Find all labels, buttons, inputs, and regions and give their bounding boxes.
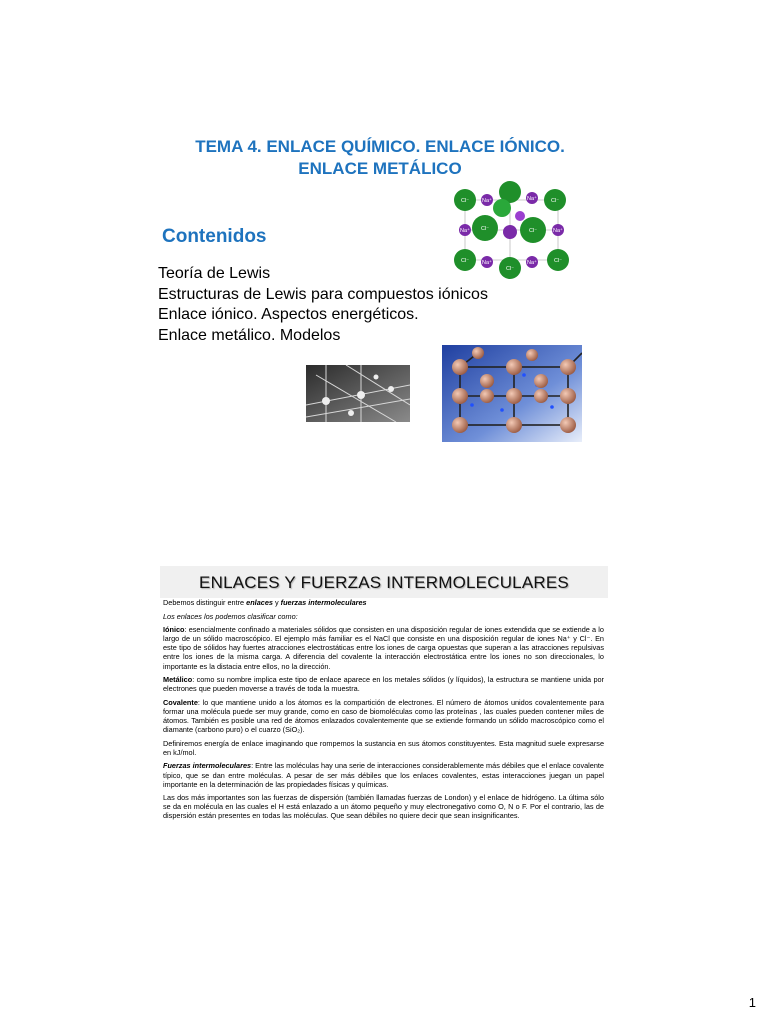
paragraph bbox=[163, 612, 604, 621]
title-line-1: TEMA 4. ENLACE QUÍMICO. ENLACE IÓNICO. bbox=[195, 137, 565, 156]
nacl-crystal-image bbox=[440, 180, 578, 280]
cl-label: Cl⁻ bbox=[480, 226, 490, 232]
cl-label: Cl⁻ bbox=[550, 198, 560, 204]
page-number: 1 bbox=[748, 995, 756, 1010]
cl-label: Cl⁻ bbox=[553, 258, 563, 264]
term-fuerzas: fuerzas intermoleculares bbox=[280, 598, 367, 607]
paragraph-covalente bbox=[163, 698, 604, 734]
cl-label: Cl⁻ bbox=[460, 258, 470, 264]
contents-item: Teoría de Lewis bbox=[158, 265, 271, 282]
paragraph-fuerzas bbox=[163, 761, 604, 788]
text: : Entre las moléculas hay una serie de interacciones considerablemente más débiles que el enlace covalente típico, que se dan entre moléculas. A pesar de ser más débiles que los enlaces covalentes, estas interacciones juegan un papel importante en la determinación de las propiedades físicas y químicas. bbox=[163, 761, 604, 789]
paragraph-ionico bbox=[163, 625, 604, 670]
na-label: Na⁺ bbox=[527, 260, 537, 266]
paragraph bbox=[163, 598, 604, 607]
na-label: Na⁺ bbox=[527, 196, 537, 202]
classification-intro: Los enlaces los podemos clasificar como: bbox=[163, 611, 298, 621]
page-title bbox=[120, 136, 640, 180]
text: Debemos distinguir entre bbox=[163, 598, 247, 607]
term-covalente: Covalente bbox=[163, 697, 198, 707]
text: : como su nombre implica este tipo de enlace aparece en los metales sólidos (y líquidos), la estructura se mantiene unida por electrones que pueden moverse a través de toda la muestra. bbox=[163, 675, 604, 694]
contents-item: Enlace metálico. Modelos bbox=[158, 326, 341, 344]
paragraph-dispersion: Las dos más importantes son las fuerzas de dispersión (también llamadas fuerzas de London) y el enlace de hidrógeno. La última sólo se da en molécula en las cuales el H está enlazado a un átomo pequeño y muy electronegativo como O, N o F. Por el contrario, las de dispersión están presentes en todas las moléculas. Que sean débiles no quiere decir que sean insignificantes. bbox=[163, 793, 604, 821]
contents-list bbox=[158, 264, 488, 346]
metal-lattice-photo bbox=[306, 365, 410, 422]
title-line-2: ENLACE METÁLICO bbox=[298, 159, 462, 178]
slide2-body bbox=[160, 598, 608, 820]
term-metalico: Metálico bbox=[163, 675, 193, 685]
term-fuerzas-intermoleculares: Fuerzas intermoleculares bbox=[163, 761, 252, 771]
section-heading: Contenidos bbox=[162, 226, 267, 247]
paragraph-energia: Definiremos energía de enlace imaginando que rompemos la sustancia en sus átomos constituyentes. Esta magnitud suele expresarse en kJ/mol. bbox=[163, 738, 604, 757]
term-ionico: Iónico bbox=[163, 625, 185, 635]
cl-label: Cl⁻ bbox=[460, 198, 470, 204]
na-label: Na⁺ bbox=[482, 260, 492, 266]
text: : esencialmente confinado a materiales sólidos que consisten en una disposición regular de iones extendida que se extiende a lo largo de un sólido macroscópico. El ejemplo más familiar es el NaCl que consiste en una disposición regular de iones Na⁺ y Cl⁻. En este tipo de sólidos hay fuertes atracciones electrostáticas entre los iones de carga opuestas que superan a las atracciones repulsivas entre los iones de la misma carga. A diferencia del covalente la interacción electrostática entre los iones no son direccionales, lo importante es la distacia entre ellos, no la dirección. bbox=[163, 625, 604, 671]
slide2-title: ENLACES Y FUERZAS INTERMOLECULARES bbox=[160, 566, 608, 598]
text: : lo que mantiene unido a los átomos es la compartición de electrones. El número de átomos unidos covalentemente para formar una molécula puede ser muy grande, como en caso de biomoléculas como las proteínas , las cuales pueden contener miles de átomos. También es posible una red de átomos enlazados covalentemente que se extiende formando un sólido macroscópico como el diamante (carbono puro) o el cuarzo (SiO₂). bbox=[163, 697, 604, 735]
contents-item: Estructuras de Lewis para compuestos iónicos bbox=[158, 285, 488, 303]
na-label: Na⁺ bbox=[482, 198, 492, 204]
slide-enlaces-fuerzas bbox=[160, 566, 608, 894]
cl-label: Cl⁻ bbox=[528, 228, 538, 234]
contents-item: Enlace iónico. Aspectos energéticos. bbox=[158, 306, 419, 323]
text: y bbox=[272, 598, 281, 607]
paragraph-metalico bbox=[163, 675, 604, 693]
na-label: Na⁺ bbox=[460, 228, 470, 234]
term-enlaces: enlaces bbox=[246, 598, 273, 607]
na-label: Na⁺ bbox=[553, 228, 563, 234]
cl-label: Cl⁻ bbox=[505, 266, 515, 272]
metal-cubic-structure-image bbox=[442, 345, 582, 442]
